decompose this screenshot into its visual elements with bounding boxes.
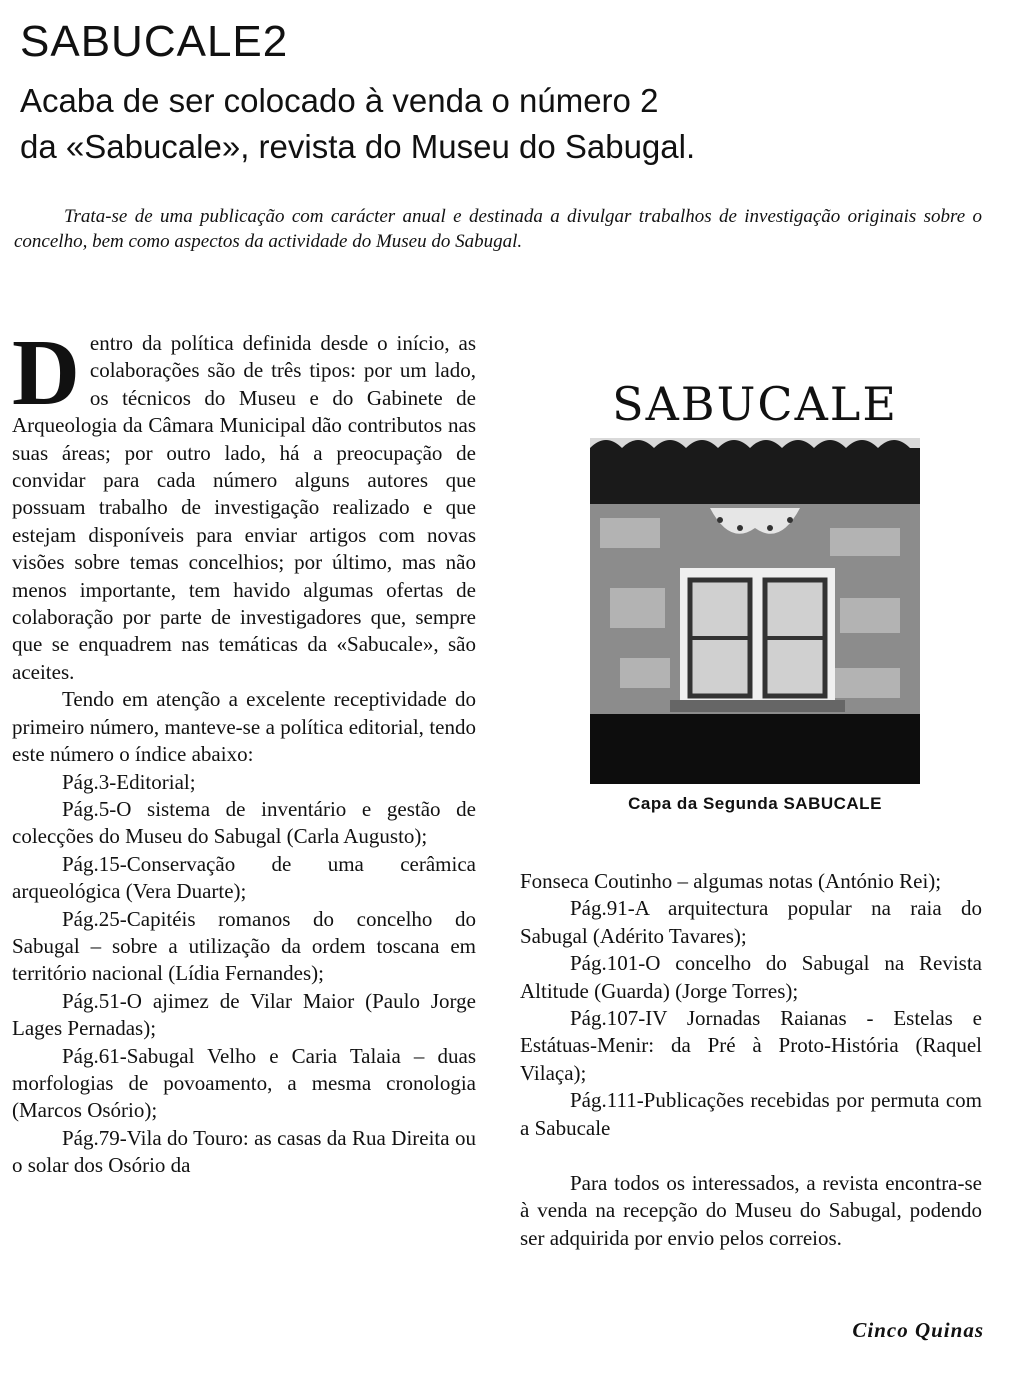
headline-line-2: da «Sabucale», revista do Museu do Sabugal.: [20, 128, 696, 165]
cover-photo: [590, 438, 920, 784]
lead-paragraph: Trata-se de uma publicação com carácter anual e destinada a divulgar trabalhos de investigação originais sobre o concelho, bem como aspectos da actividade do Museu do Sabugal.: [14, 206, 982, 252]
index-item: Pág.5-O sistema de inventário e gestão de colecções do Museu do Sabugal (Carla Augusto);: [12, 796, 476, 849]
index-item: Pág.107-IV Jornadas Raianas - Estelas e Estátuas-Menir: da Pré à Proto-História (Raquel Vilaça);: [520, 1006, 982, 1085]
article-column-left: [12, 321, 476, 1180]
index-item: Pág.79-Vila do Touro: as casas da Rua Direita ou o solar dos Osório da: [12, 1125, 476, 1178]
index-item: Pág.51-O ajimez de Vilar Maior (Paulo Jorge Lages Pernadas);: [12, 988, 476, 1041]
article-column-right: [520, 868, 982, 1252]
article-paragraph-2: Tendo em atenção a excelente receptividade do primeiro número, manteve-se a política editorial, tendo este número o índice abaixo:: [12, 687, 476, 767]
paragraph-1-text: entro da política definida desde o início, as colaborações são de três tipos: por um lado, os técnicos do Museu e do Gabinete de Arqueologia da Câmara Municipal dão contributos nas suas áreas; por outro lado, há a preocupação de convidar para cada número alguns autores que possuam trabalho de investigação realizado e que estejam disponíveis para enviar artigos com novas visões sobre temas concelhios; por último, mas não menos importante, tem havido algumas ofertas de colaboração por parte de investigadores que, sempre que se enquadrem nas temáticas da «Sabucale», são aceites.: [12, 331, 476, 684]
headline-line-1: Acaba de ser colocado à venda o número 2: [20, 82, 659, 119]
cover-caption: Capa da Segunda SABUCALE: [628, 794, 882, 813]
index-item: Pág.101-O concelho do Sabugal na Revista Altitude (Guarda) (Jorge Torres);: [520, 951, 982, 1003]
index-continuation: Fonseca Coutinho – algumas notas (António Rei);: [520, 869, 942, 893]
closing-paragraph: Para todos os interessados, a revista encontra-se à venda na recepção do Museu do Sabugal, podendo ser adquirida por envio pelos correios.: [520, 1171, 982, 1250]
index-item: Pág.111-Publicações recebidas por permuta com a Sabucale: [520, 1088, 982, 1140]
index-item: Pág.91-A arquitectura popular na raia do Sabugal (Adérito Tavares);: [520, 896, 982, 948]
kicker-title: SABUCALE2: [20, 17, 289, 66]
headline: [20, 78, 695, 170]
author-signature: Cinco Quinas: [852, 1318, 984, 1342]
index-item: Pág.15-Conservação de uma cerâmica arqueológica (Vera Duarte);: [12, 851, 476, 904]
index-item: Pág.3-Editorial;: [62, 769, 196, 794]
cover-title: SABUCALE: [612, 377, 898, 431]
magazine-cover: [590, 374, 920, 784]
drop-cap: D: [12, 321, 80, 425]
index-item: Pág.25-Capitéis romanos do concelho do Sabugal – sobre a utilização da ordem toscana em território nacional (Lídia Fernandes);: [12, 906, 476, 986]
index-item: Pág.61-Sabugal Velho e Caria Talaia – duas morfologias de povoamento, a mesma cronologia (Marcos Osório);: [12, 1043, 476, 1123]
article-paragraph-1: [12, 321, 476, 686]
